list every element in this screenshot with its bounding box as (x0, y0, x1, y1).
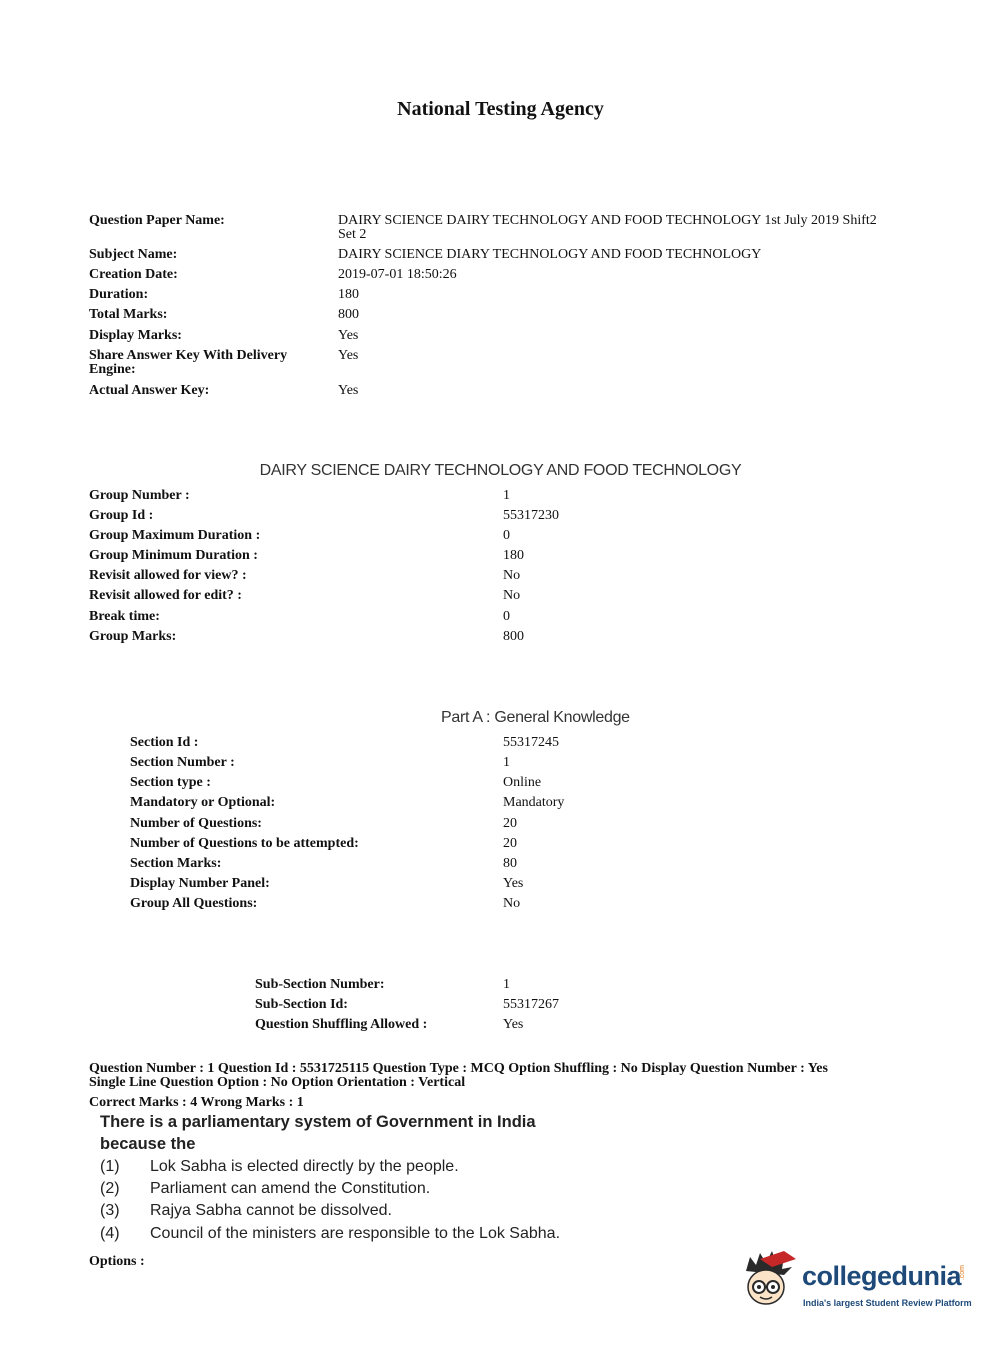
actual-answer-key-label: Actual Answer Key: (89, 383, 210, 398)
question-stem-line1: There is a parliamentary system of Government in India (100, 1113, 536, 1131)
subsection-id-label: Sub-Section Id: (255, 997, 348, 1012)
num-questions-label: Number of Questions: (130, 816, 262, 831)
paper-name-value-line2: Set 2 (338, 227, 367, 242)
section-marks-value: 80 (503, 856, 517, 871)
subsection-id-value: 55317267 (503, 997, 559, 1012)
number-panel-label: Display Number Panel: (130, 876, 270, 891)
num-attempt-label: Number of Questions to be attempted: (130, 836, 359, 851)
list-item (100, 1180, 430, 1198)
actual-answer-key-value: Yes (338, 383, 359, 398)
list-item (100, 1202, 392, 1220)
num-questions-value: 20 (503, 816, 517, 831)
section-marks-label: Section Marks: (130, 856, 222, 871)
section-id-value: 55317245 (503, 735, 559, 750)
creation-date-label: Creation Date: (89, 267, 178, 282)
group-heading: DAIRY SCIENCE DAIRY TECHNOLOGY AND FOOD TECHNOLOGY (259, 462, 742, 479)
mascot-icon (740, 1249, 798, 1311)
mandatory-value: Mandatory (503, 795, 565, 810)
shuffling-label: Question Shuffling Allowed : (255, 1017, 428, 1032)
paper-name-label: Question Paper Name: (89, 213, 225, 228)
question-meta-line1: Question Number : 1 Question Id : 5531725115 Question Type : MCQ Option Shuffling : No Display Question Number : Yes (89, 1061, 828, 1076)
option-text: Lok Sabha is elected directly by the people. (150, 1158, 459, 1175)
logo-tagline: India's largest Student Review Platform (803, 1298, 972, 1308)
group-number-value: 1 (503, 488, 510, 503)
option-number: (1) (100, 1158, 120, 1175)
revisit-view-value: No (503, 568, 521, 583)
option-number: (4) (100, 1225, 120, 1242)
list-item (100, 1158, 459, 1176)
group-marks-value: 800 (503, 629, 524, 644)
subsection-number-value: 1 (503, 977, 510, 992)
duration-label: Duration: (89, 287, 149, 302)
subsection-number-label: Sub-Section Number: (255, 977, 385, 992)
section-type-label: Section type : (130, 775, 211, 790)
shuffling-value: Yes (503, 1017, 524, 1032)
marks-line: Correct Marks : 4 Wrong Marks : 1 (89, 1095, 304, 1110)
group-max-duration-label: Group Maximum Duration : (89, 528, 261, 543)
section-id-label: Section Id : (130, 735, 199, 750)
group-max-duration-value: 0 (503, 528, 510, 543)
total-marks-value: 800 (338, 307, 359, 322)
duration-value: 180 (338, 287, 359, 302)
section-type-value: Online (503, 775, 542, 790)
subject-name-label: Subject Name: (89, 247, 178, 262)
revisit-view-label: Revisit allowed for view? : (89, 568, 247, 583)
subject-name-value: DAIRY SCIENCE DIARY TECHNOLOGY AND FOOD TECHNOLOGY (338, 247, 762, 262)
break-time-label: Break time: (89, 609, 160, 624)
break-time-value: 0 (503, 609, 510, 624)
section-heading: Part A : General Knowledge (441, 709, 630, 726)
section-number-label: Section Number : (130, 755, 235, 770)
option-text: Council of the ministers are responsible to the Lok Sabha. (150, 1225, 561, 1242)
revisit-edit-label: Revisit allowed for edit? : (89, 588, 242, 603)
option-number: (2) (100, 1180, 120, 1197)
number-panel-value: Yes (503, 876, 524, 891)
share-answer-key-value: Yes (338, 348, 359, 363)
paper-name-value: DAIRY SCIENCE DAIRY TECHNOLOGY AND FOOD TECHNOLOGY 1st July 2019 Shift2 (338, 213, 877, 228)
mandatory-label: Mandatory or Optional: (130, 795, 276, 810)
group-id-label: Group Id : (89, 508, 154, 523)
group-min-duration-value: 180 (503, 548, 524, 563)
revisit-edit-value: No (503, 588, 521, 603)
total-marks-label: Total Marks: (89, 307, 168, 322)
question-meta-line2: Single Line Question Option : No Option Orientation : Vertical (89, 1075, 466, 1090)
share-answer-key-label: Share Answer Key With Delivery (89, 348, 288, 363)
collegedunia-logo (740, 1247, 970, 1312)
list-item (100, 1225, 560, 1243)
option-text: Parliament can amend the Constitution. (150, 1180, 431, 1197)
creation-date-value: 2019-07-01 18:50:26 (338, 267, 457, 282)
num-attempt-value: 20 (503, 836, 517, 851)
display-marks-value: Yes (338, 328, 359, 343)
group-all-label: Group All Questions: (130, 896, 258, 911)
display-marks-label: Display Marks: (89, 328, 182, 343)
logo-suffix: .com (959, 1265, 966, 1281)
page-title: National Testing Agency (397, 98, 604, 120)
group-all-value: No (503, 896, 521, 911)
option-number: (3) (100, 1202, 120, 1219)
group-marks-label: Group Marks: (89, 629, 177, 644)
group-id-value: 55317230 (503, 508, 559, 523)
options-label: Options : (89, 1254, 145, 1269)
group-min-duration-label: Group Minimum Duration : (89, 548, 258, 563)
share-answer-key-label-line2: Engine: (89, 362, 136, 377)
section-number-value: 1 (503, 755, 510, 770)
question-stem-line2: because the (100, 1135, 196, 1153)
group-number-label: Group Number : (89, 488, 190, 503)
logo-wordmark: collegedunia (802, 1261, 962, 1291)
option-text: Rajya Sabha cannot be dissolved. (150, 1202, 392, 1219)
